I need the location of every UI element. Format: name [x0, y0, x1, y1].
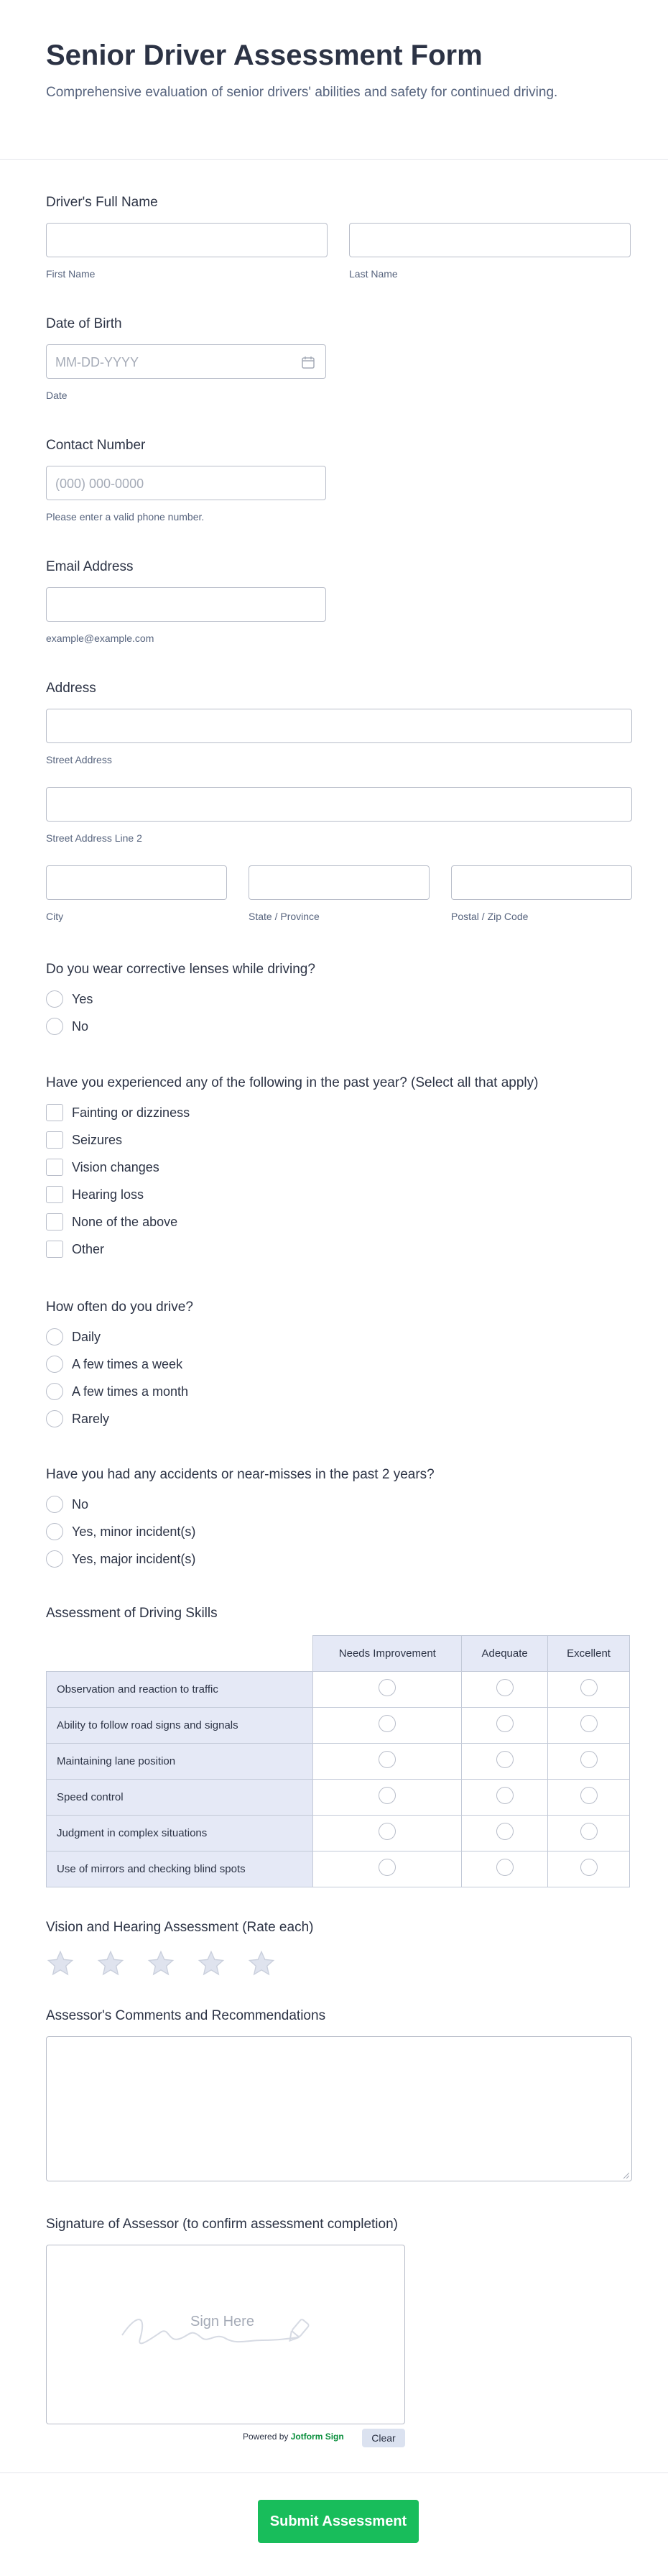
first-name-sublabel: First Name	[46, 268, 96, 280]
skills-question	[46, 1605, 632, 1622]
last-name-input[interactable]	[349, 223, 631, 257]
matrix-radio[interactable]	[580, 1823, 598, 1840]
checkbox[interactable]	[46, 1241, 63, 1258]
dob-question	[46, 316, 632, 402]
resize-handle-icon[interactable]	[622, 2171, 629, 2179]
radio-button[interactable]	[46, 1550, 63, 1568]
state-sublabel: State / Province	[249, 911, 320, 922]
radio-button[interactable]	[46, 990, 63, 1008]
calendar-icon[interactable]	[301, 355, 315, 369]
dob-placeholder: MM-DD-YYYY	[55, 355, 139, 369]
matrix-column-header: Adequate	[462, 1636, 548, 1672]
lenses-question	[46, 961, 632, 1040]
form-subtitle: Comprehensive evaluation of senior drivers' abilities and safety for continued driving.	[46, 85, 558, 100]
matrix-radio[interactable]	[379, 1679, 396, 1696]
matrix-row	[47, 1672, 630, 1708]
matrix-column-header: Needs Improvement	[313, 1636, 462, 1672]
matrix-row	[47, 1744, 630, 1780]
skills-matrix	[46, 1635, 630, 1887]
matrix-row	[47, 1780, 630, 1816]
phone-sublabel: Please enter a valid phone number.	[46, 511, 205, 523]
matrix-radio[interactable]	[496, 1823, 514, 1840]
frequency-label: How often do you drive?	[46, 1300, 193, 1315]
lenses-option-yes[interactable]: Yes	[46, 985, 632, 1013]
state-input[interactable]	[249, 865, 430, 900]
star-icon[interactable]	[46, 1949, 75, 1978]
street-address-sublabel: Street Address	[46, 754, 112, 765]
matrix-radio[interactable]	[379, 1787, 396, 1804]
condition-option[interactable]: Hearing loss	[46, 1181, 632, 1208]
email-label: Email Address	[46, 559, 134, 574]
accidents-option[interactable]: Yes, minor incident(s)	[46, 1518, 632, 1545]
dob-input[interactable]	[46, 344, 326, 379]
comments-label: Assessor's Comments and Recommendations	[46, 2008, 326, 2023]
accidents-question	[46, 1466, 632, 1573]
checkbox[interactable]	[46, 1104, 63, 1121]
condition-option[interactable]: Fainting or dizziness	[46, 1099, 632, 1126]
matrix-radio[interactable]	[379, 1823, 396, 1840]
email-question	[46, 558, 632, 645]
radio-button[interactable]	[46, 1018, 63, 1035]
star-rating	[46, 1949, 632, 1978]
matrix-radio[interactable]	[379, 1715, 396, 1732]
matrix-row-label: Use of mirrors and checking blind spots	[47, 1852, 313, 1887]
email-input[interactable]	[46, 587, 326, 622]
radio-button[interactable]	[46, 1523, 63, 1540]
street-address-2-sublabel: Street Address Line 2	[46, 832, 142, 844]
last-name-sublabel: Last Name	[349, 268, 398, 280]
checkbox[interactable]	[46, 1159, 63, 1176]
street-address-2-input[interactable]	[46, 787, 632, 822]
frequency-option[interactable]: A few times a month	[46, 1378, 632, 1405]
zip-input[interactable]	[451, 865, 632, 900]
signature-pad[interactable]	[46, 2245, 405, 2424]
skills-label: Assessment of Driving Skills	[46, 1606, 218, 1621]
matrix-radio[interactable]	[580, 1859, 598, 1876]
form-footer	[0, 2472, 668, 2576]
frequency-option[interactable]: A few times a week	[46, 1351, 632, 1378]
matrix-radio[interactable]	[379, 1859, 396, 1876]
phone-label: Contact Number	[46, 438, 146, 453]
star-icon[interactable]	[247, 1949, 276, 1978]
conditions-label: Have you experienced any of the following in the past year? (Select all that apply)	[46, 1075, 539, 1090]
star-icon[interactable]	[147, 1949, 175, 1978]
matrix-radio[interactable]	[496, 1715, 514, 1732]
matrix-radio[interactable]	[580, 1715, 598, 1732]
matrix-column-header: Excellent	[548, 1636, 630, 1672]
conditions-question	[46, 1075, 632, 1263]
form-title: Senior Driver Assessment Form	[46, 40, 483, 71]
matrix-radio[interactable]	[496, 1751, 514, 1768]
frequency-option[interactable]: Rarely	[46, 1405, 632, 1432]
full-name-label: Driver's Full Name	[46, 195, 158, 210]
matrix-row-label: Observation and reaction to traffic	[47, 1672, 313, 1708]
matrix-radio[interactable]	[580, 1679, 598, 1696]
matrix-radio[interactable]	[580, 1751, 598, 1768]
comments-textarea[interactable]	[46, 2036, 632, 2181]
lenses-label: Do you wear corrective lenses while driving?	[46, 962, 315, 977]
signature-question	[46, 2216, 632, 2453]
accidents-option[interactable]: No	[46, 1491, 632, 1518]
city-input[interactable]	[46, 865, 227, 900]
street-address-input[interactable]	[46, 709, 632, 743]
rating-question	[46, 1919, 632, 1978]
phone-placeholder: (000) 000-0000	[55, 477, 144, 491]
radio-button[interactable]	[46, 1496, 63, 1513]
radio-button[interactable]	[46, 1328, 63, 1346]
radio-button[interactable]	[46, 1410, 63, 1427]
city-sublabel: City	[46, 911, 64, 922]
matrix-row-label: Ability to follow road signs and signals	[47, 1708, 313, 1744]
star-icon[interactable]	[96, 1949, 125, 1978]
first-name-input[interactable]	[46, 223, 328, 257]
checkbox[interactable]	[46, 1213, 63, 1230]
signature-label: Signature of Assessor (to confirm assessment completion)	[46, 2217, 398, 2232]
lenses-option-no[interactable]: No	[46, 1013, 632, 1040]
matrix-row-label: Maintaining lane position	[47, 1744, 313, 1780]
clear-signature-button[interactable]: Clear	[362, 2429, 405, 2447]
zip-sublabel: Postal / Zip Code	[451, 911, 529, 922]
dob-label: Date of Birth	[46, 316, 122, 331]
accidents-option[interactable]: Yes, major incident(s)	[46, 1545, 632, 1573]
frequency-question	[46, 1299, 632, 1432]
address-question	[46, 680, 632, 923]
matrix-row	[47, 1708, 630, 1744]
matrix-radio[interactable]	[580, 1787, 598, 1804]
matrix-radio[interactable]	[496, 1859, 514, 1876]
matrix-radio[interactable]	[496, 1787, 514, 1804]
signature-placeholder: Sign Here	[190, 2314, 254, 2329]
checkbox[interactable]	[46, 1186, 63, 1203]
condition-option[interactable]: Seizures	[46, 1126, 632, 1154]
matrix-row-label: Speed control	[47, 1780, 313, 1816]
address-label: Address	[46, 681, 96, 696]
form-header	[0, 0, 668, 160]
rating-label: Vision and Hearing Assessment (Rate each)	[46, 1920, 314, 1935]
submit-button[interactable]: Submit Assessment	[258, 2500, 419, 2543]
matrix-row	[47, 1852, 630, 1887]
condition-option[interactable]: None of the above	[46, 1208, 632, 1236]
condition-option[interactable]: Other	[46, 1236, 632, 1263]
powered-brand[interactable]: Jotform Sign	[290, 2432, 344, 2442]
matrix-radio[interactable]	[379, 1751, 396, 1768]
phone-input[interactable]	[46, 466, 326, 500]
radio-button[interactable]	[46, 1383, 63, 1400]
checkbox[interactable]	[46, 1131, 63, 1149]
radio-button[interactable]	[46, 1356, 63, 1373]
accidents-label: Have you had any accidents or near-misses in the past 2 years?	[46, 1467, 435, 1482]
comments-question	[46, 2007, 632, 2181]
email-sublabel: example@example.com	[46, 632, 154, 644]
matrix-radio[interactable]	[496, 1679, 514, 1696]
phone-question	[46, 437, 632, 523]
powered-by-text: Powered by Jotform Sign	[243, 2432, 344, 2442]
full-name-question	[46, 194, 632, 280]
frequency-option[interactable]: Daily	[46, 1323, 632, 1351]
dob-sublabel: Date	[46, 390, 68, 401]
matrix-row	[47, 1816, 630, 1852]
star-icon[interactable]	[197, 1949, 226, 1978]
condition-option[interactable]: Vision changes	[46, 1154, 632, 1181]
matrix-row-label: Judgment in complex situations	[47, 1816, 313, 1852]
